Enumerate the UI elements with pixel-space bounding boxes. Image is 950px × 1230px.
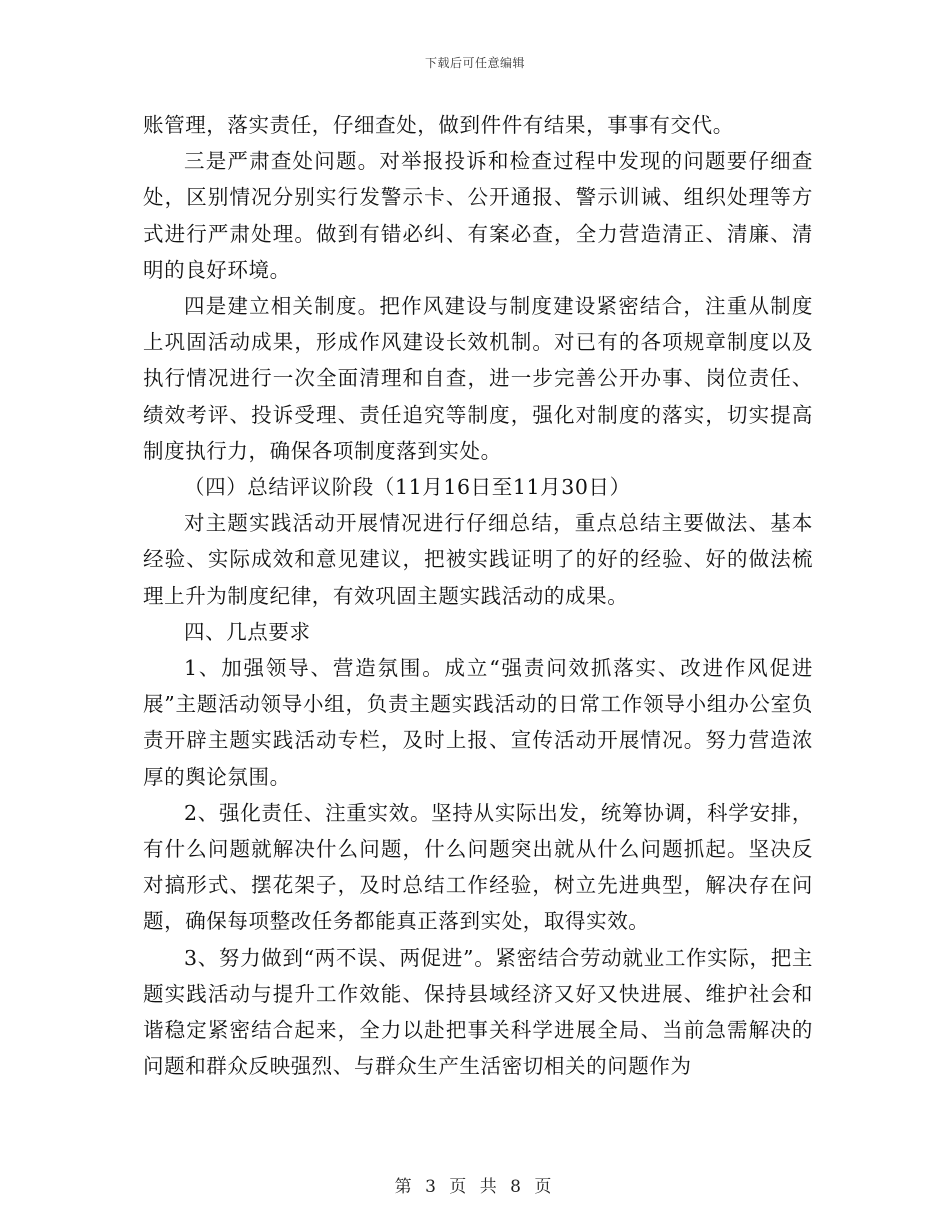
paragraph: 3、努力做到“两不误、两促进”。紧密结合劳动就业工作实际，把主题实践活动与提升工作效能、保持县域经济又好又快进展、维护社会和谐稳定紧密结合起来，全力以赴把事关科学进展全局、当前急需解决的问题和群众反映强烈、与群众生产生活密切相关的问题作为 <box>143 945 813 1079</box>
paragraph: 对主题实践活动开展情况进行仔细总结，重点总结主要做法、基本经验、实际成效和意见建议，把被实践证明了的好的经验、好的做法梳理上升为制度纪律，有效巩固主题实践活动的成果。 <box>143 511 813 608</box>
section-heading: （四）总结评议阶段（11月16日至11月30日） <box>184 475 631 500</box>
page-header: 下载后可任意编辑 <box>424 56 525 70</box>
paragraph: 四是建立相关制度。把作风建设与制度建设紧密结合，注重从制度上巩固活动成果，形成作风建设长效机制。对已有的各项规章制度以及执行情况进行一次全面清理和自查，进一步完善公开办事、岗位责任、绩效考评、投诉受理、责任追究等制度，强化对制度的落实，切实提高制度执行力，确保各项制度落到实处。 <box>143 294 813 463</box>
paragraph: 三是严肃查处问题。对举报投诉和检查过程中发现的问题要仔细查处，区别情况分别实行发警示卡、公开通报、警示训诫、组织处理等方式进行严肃处理。做到有错必纠、有案必查，全力营造清正、清廉、清明的良好环境。 <box>143 149 813 282</box>
paragraph: 账管理，落实责任，仔细查处，做到件件有结果，事事有交代。 <box>143 113 734 137</box>
paragraph: 1、加强领导、营造氛围。成立“强责问效抓落实、改进作风促进展”主题活动领导小组，负责主题实践活动的日常工作领导小组办公室负责开辟主题实践活动专栏，及时上报、宣传活动开展情况。努力营造浓厚的舆论氛围。 <box>143 656 813 789</box>
paragraph: 2、强化责任、注重实效。坚持从实际出发，统筹协调，科学安排，有什么问题就解决什么问题，什么问题突出就从什么问题抓起。坚决反对搞形式、摆花架子，及时总结工作经验，树立先进典型，解决存在问题，确保每项整改任务都能真正落到实处，取得实效。 <box>143 800 813 934</box>
document-body <box>143 107 813 1084</box>
section-heading: 四、几点要求 <box>184 619 311 644</box>
page-footer: 第 3 页 共 8 页 <box>394 1177 556 1197</box>
